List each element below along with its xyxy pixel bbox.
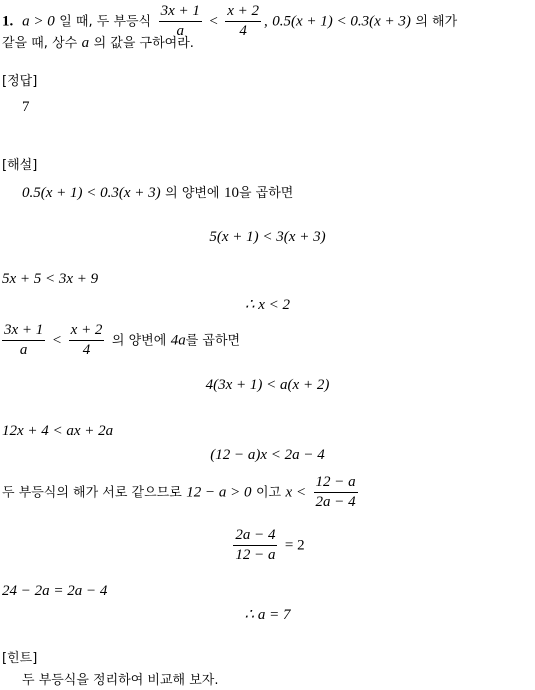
solution-step-2-text-a: 의 양변에 <box>111 333 167 349</box>
solution-step-1-text-b: 을 곱하면 <box>238 186 294 201</box>
problem-comma: , <box>264 13 268 30</box>
equation-5: 12x + 4 < ax + 2a <box>2 423 114 439</box>
problem-text-4: 의 값을 구하여라. <box>93 36 194 51</box>
solution-step-1-text-a: 의 양변에 <box>165 186 220 201</box>
problem-condition: a > 0 <box>22 13 55 30</box>
equation-6: (12 − a)x < 2a − 4 <box>210 447 325 463</box>
answer-label: [정답] <box>2 74 38 89</box>
solution-step-1 <box>22 184 293 203</box>
equation-3: ∴ x < 2 <box>244 297 291 313</box>
solution-step-3 <box>2 474 361 511</box>
equation-9: ∴ a = 7 <box>244 607 291 623</box>
solution-step-2-text-b: 를 곱하면 <box>185 333 241 349</box>
solution-step-2 <box>2 322 240 359</box>
solution-step-2-less-than: < <box>52 332 62 349</box>
solution-step-2-fraction-1: $\frac{3x + 1}{a}$ <box>4 322 44 358</box>
problem-less-than: < <box>209 13 218 30</box>
equation-7-rhs: = 2 <box>284 537 305 554</box>
hint-text: 두 부등식을 정리하여 비교해 보자. <box>22 673 219 688</box>
problem-text-2: 의 해가 <box>415 14 458 30</box>
solution-step-1-math: 0.5(x + 1) < 0.3(x + 3) <box>22 185 161 201</box>
equation-8: 24 − 2a = 2a − 4 <box>2 583 108 599</box>
solution-step-2-multiplier: 4a <box>170 332 186 349</box>
equation-2: 5x + 5 < 3x + 9 <box>2 271 99 287</box>
problem-number: 1. <box>2 13 14 30</box>
solution-step-3-fraction: $\frac{12 - a}{2a - 4}$ <box>315 474 356 510</box>
problem-text-3: 같을 때, 상수 <box>2 36 78 51</box>
equation-4: 4(3x + 1) < a(x + 2) <box>205 377 330 393</box>
problem-variable: a <box>81 35 90 51</box>
answer-value: 7 <box>22 99 30 115</box>
equation-7-fraction: $\frac{2a - 4}{12 - a}$ <box>235 527 276 563</box>
problem-fraction-2: $\frac{x + 2}{4}$ <box>227 3 260 39</box>
solution-step-3-text-b: 이고 <box>255 485 282 501</box>
equation-7 <box>0 527 535 564</box>
problem-text-1: 일 때, 두 부등식 <box>59 14 152 30</box>
equation-1: 5(x + 1) < 3(x + 3) <box>209 229 326 245</box>
hint-label: [힌트] <box>2 651 38 666</box>
solution-step-2-fraction-2: $\frac{x + 2}{4}$ <box>70 322 103 358</box>
solution-step-1-number: 10 <box>223 185 239 201</box>
solution-step-3-math: 12 − a > 0 <box>186 484 252 501</box>
solution-step-3-text-a: 두 부등식의 해가 서로 같으므로 <box>2 485 182 501</box>
problem-inequality-2: 0.5(x + 1) < 0.3(x + 3) <box>272 13 411 30</box>
solution-label: [해설] <box>2 158 38 173</box>
solution-step-3-x: x < <box>285 484 307 501</box>
problem-fraction-1: $\frac{3x + 1}{a}$ <box>160 3 200 39</box>
problem-line-2 <box>2 34 194 53</box>
